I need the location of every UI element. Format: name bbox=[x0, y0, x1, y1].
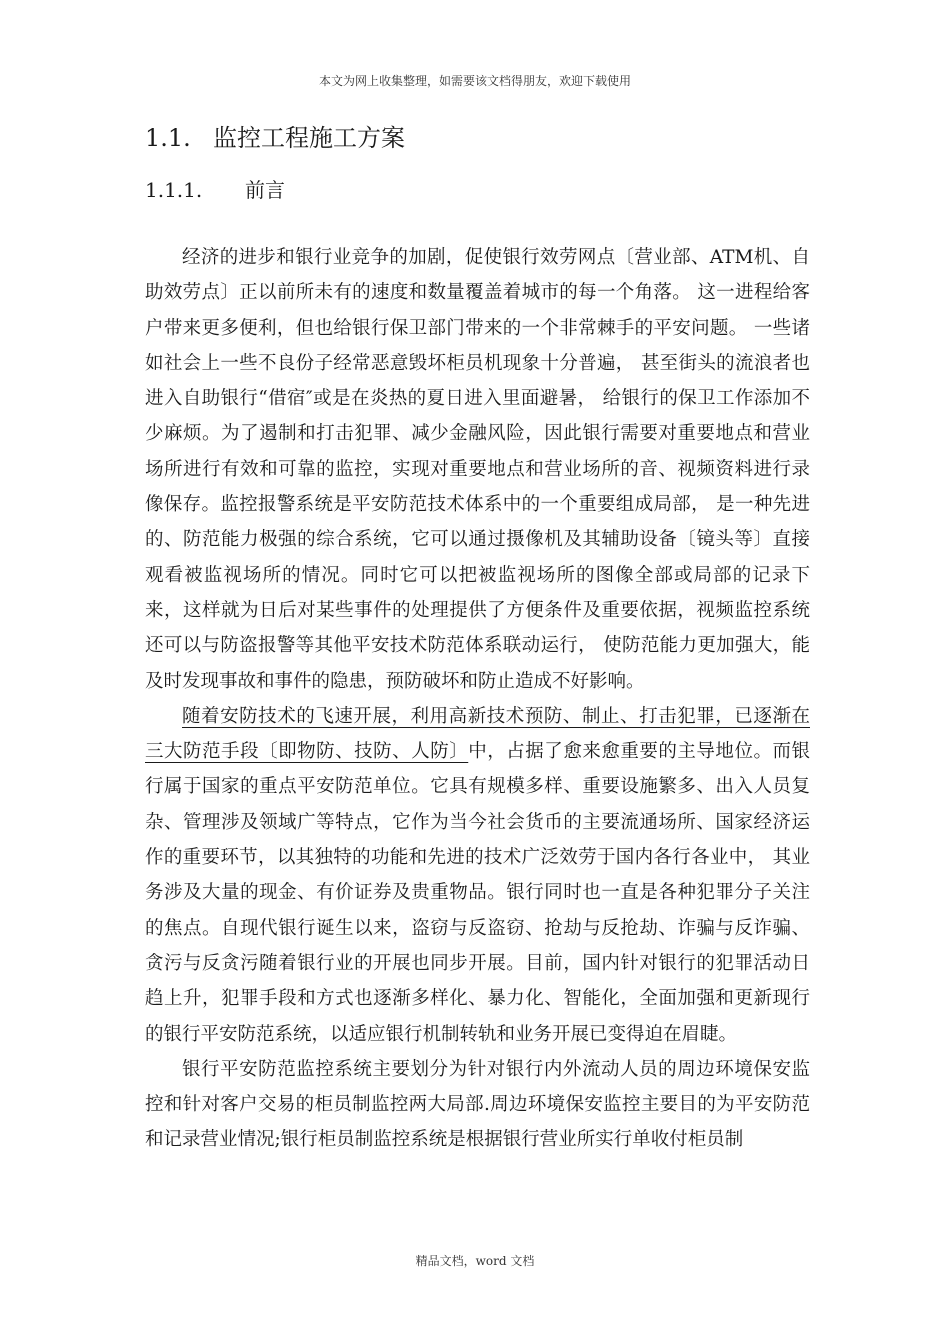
underlined-text: 随着安防技术的飞速开展，利用高新技术预防、制止、打击犯罪，已逐渐在三大防范手段〔即物防、技防、人防〕 bbox=[145, 705, 810, 763]
heading-2-title: 前言 bbox=[245, 178, 285, 202]
section-heading-2 bbox=[145, 174, 285, 203]
heading-1-number: 1.1. bbox=[145, 124, 191, 152]
section-heading-1 bbox=[145, 118, 405, 153]
paragraph-3: 银行平安防范监控系统主要划分为针对银行内外流动人员的周边环境保安监控和针对客户交易的柜员制监控两大局部.周边环境保安监控主要目的为平安防范和记录营业情况;银行柜员制监控系统是根据银行营业所实行单收付柜员制 bbox=[145, 1058, 810, 1151]
heading-1-title: 监控工程施工方案 bbox=[213, 124, 405, 152]
footer-note: 精品文档，word 文档 bbox=[415, 1254, 535, 1268]
paragraph-2-rest: 中，占据了愈来愈重要的主导地位。而银行属于国家的重点平安防范单位。它具有规模多样、重要设施繁多、出入人员复杂、管理涉及领域广等特点，它作为当今社会货币的主要流通场所、国家经济运作的重要环节，以其独特的功能和先进的技术广泛效劳于国内各行各业中， 其业务涉及大量的现金、有价证券及贵重物品。银行同时也一直是各种犯罪分子关注的焦点。自现代银行诞生以来，盗窃与反盗窃、抢劫与反抢劫、诈骗与反诈骗、贪污与反贪污随着银行业的开展也同步开展。目前，国内针对银行的犯罪活动日趋上升，犯罪手段和方式也逐渐多样化、暴力化、智能化，全面加强和更新现行的银行平安防范系统，以适应银行机制转轨和业务开展已变得迫在眉睫。 bbox=[145, 741, 810, 1045]
paragraph-2 bbox=[145, 699, 810, 1052]
body-text bbox=[145, 240, 810, 1158]
heading-2-number: 1.1.1. bbox=[145, 178, 203, 202]
paragraph-1: 经济的进步和银行业竞争的加剧，促使银行效劳网点〔营业部、ATM机、自助效劳点〕正以前所未有的速度和数量覆盖着城市的每一个角落。 这一进程给客户带来更多便利，但也给银行保卫部门带来的一个非常棘手的平安问题。 一些诸如社会上一些不良份子经常恶意毁坏柜员机现象十分普遍， 甚至街头的流浪者也进入自助银行“借宿″或是在炎热的夏日进入里面避暑， 给银行的保卫工作添加不少麻烦。为了遏制和打击犯罪、减少金融风险，因此银行需要对重要地点和营业场所进行有效和可靠的监控，实现对重要地点和营业场所的音、视频资料进行录像保存。监控报警系统是平安防范技术体系中的一个重要组成局部， 是一种先进的、防范能力极强的综合系统，它可以通过摄像机及其辅助设备〔镜头等〕直接观看被监视场所的情况。同时它可以把被监视场所的图像全部或局部的记录下来，这样就为日后对某些事件的处理提供了方便条件及重要依据，视频监控系统还可以与防盗报警等其他平安技术防范体系联动运行， 使防范能力更加强大，能及时发现事故和事件的隐患，预防破坏和防止造成不好影响。 bbox=[145, 247, 810, 692]
header-note: 本文为网上收集整理，如需要该文档得朋友，欢迎下载使用 bbox=[318, 74, 631, 88]
